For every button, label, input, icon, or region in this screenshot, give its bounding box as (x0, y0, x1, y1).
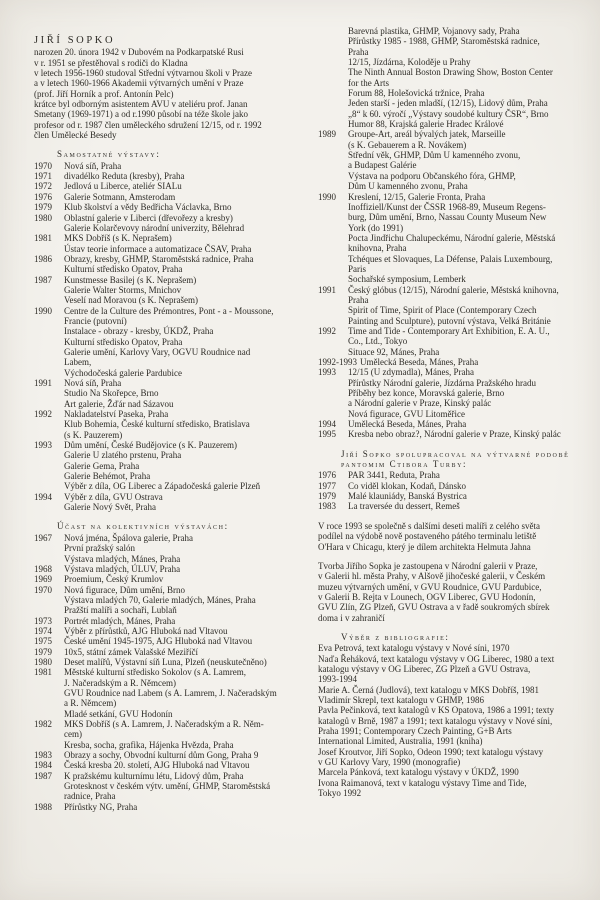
text-line: The Ninth Annual Boston Drawing Show, Boston Center (348, 67, 553, 78)
paragraph-collections (318, 561, 578, 623)
entry-year: 1979 (34, 202, 52, 213)
exhibition-entry (318, 419, 578, 429)
exhibition-entry (34, 585, 306, 616)
entry-year: 1994 (34, 491, 52, 502)
entry-text (348, 26, 578, 129)
text-line: radnice, Praha (64, 791, 116, 802)
exhibition-entry (34, 409, 306, 440)
right-column (318, 26, 578, 812)
exhibition-entry (34, 719, 306, 750)
text-line: 1993-1994 (318, 674, 357, 685)
text-line: Galerie Nový Svět, Praha (64, 502, 156, 513)
entry-year: 1992 (318, 325, 336, 336)
text-line: muzeu výtvarných umění, v GVU Roudnice, GVU Pardubice, (318, 581, 542, 592)
entry-year: 1994 (318, 419, 336, 430)
entry-year: 1990 (34, 305, 52, 316)
text-line: Tchéques et Slovaques, La Défense, Palais Luxembourg, (348, 253, 553, 264)
entry-text (348, 367, 578, 419)
text-line: v letech 1956-1960 studoval Střední výtvarnou školi v Praze (34, 68, 252, 79)
entry-text (64, 636, 306, 646)
text-line: a v letech 1960-1966 Akademii výtvarných umění v Praze (34, 78, 244, 89)
exhibition-entry (34, 213, 306, 234)
text-line: podílel na výdobě nově postaveného pátého terminalu letiště (318, 531, 537, 542)
entry-year: 1988 (34, 801, 52, 812)
text-line: Obrazy, kresby, GHMP, Staroměstská radnice, Praha (64, 253, 254, 264)
entry-year: 1972 (34, 181, 52, 192)
text-line: Městské kulturní středisko Sokolov (s A. Lamrem, (64, 667, 246, 678)
entry-year: 1987 (34, 770, 52, 781)
exhibition-entry (34, 275, 306, 306)
exhibition-entry (34, 616, 306, 626)
text-line: Co., Ltd., Tokyo (348, 336, 408, 347)
text-line: Ústav teorie informace a automatizace ČSAV, Praha (64, 243, 252, 254)
entry-year: 1970 (34, 584, 52, 595)
text-line: Smetany (1969-1971) a od r.1990 působí na téže škole jako (34, 109, 248, 120)
exhibition-entry (34, 647, 306, 657)
text-line: Galerie Kolarčevovy národní univerzity, Bělehrad (64, 222, 245, 233)
entry-text (64, 574, 306, 584)
exhibition-entry (318, 470, 578, 480)
exhibition-entry (318, 357, 578, 367)
exhibition-entry (34, 750, 306, 760)
entry-year: 1981 (34, 667, 52, 678)
exhibition-entry (318, 481, 578, 491)
text-line: v Galerii hl. města Prahy, v Alšově jihočeské galerii, v Českém (318, 571, 546, 582)
text-line: v GU Karlovy Vary, 1990 (monografie) (318, 757, 461, 768)
text-line: Portrét mladých, Mánes, Praha (64, 615, 176, 626)
text-line: Tokyo 1992 (318, 788, 362, 799)
text-line: Výběr z přírůstků, AJG Hluboká nad Vltavou (64, 625, 228, 636)
entry-year: 1991 (318, 284, 336, 295)
text-line: Josef Kroutvor, Jiří Sopko, Odeon 1990; text katalogu výstavy (318, 746, 544, 757)
entry-text (64, 657, 306, 667)
text-line: Humor 88, Krajská galerie Hradec Králové (348, 119, 504, 130)
entry-year: 1969 (34, 574, 52, 585)
exhibition-entry (318, 129, 578, 191)
entry-year: 1992 (34, 409, 52, 420)
text-line: Centre de la Culture des Prémontres, Pont - a - Moussone, (64, 305, 274, 316)
text-line: Sochařské symposium, Lemberk (348, 274, 466, 285)
entry-text (64, 771, 306, 802)
text-line: Galerie Sotmann, Amsterodam (64, 191, 176, 202)
text-line: Nová síň, Praha (64, 378, 122, 388)
section-heading-bibliography: Výběr z bibliografie: (341, 631, 450, 642)
text-line: Ivona Raimanová, text v katalogu výstavy Time and Tide, (318, 777, 527, 788)
text-line: Tvorba Jiřího Sopka je zastoupena v Národní galerii v Praze, (318, 560, 538, 571)
text-line: Marcela Pánková, text katalogu výstavy v ÚKDŽ, 1990 (318, 767, 519, 778)
entry-year: 1979 (318, 491, 336, 502)
exhibition-entry (34, 533, 306, 564)
text-line: Inoffiziell/Kunst der ČSSR 1968-89, Museum Regens- (348, 201, 546, 212)
entry-year: 1973 (34, 615, 52, 626)
entry-text (348, 285, 578, 326)
text-line: Kulturní středisko Opatov, Praha (64, 264, 183, 275)
exhibition-entry (34, 626, 306, 636)
text-line: Nová figurace, Dům umění, Brno (64, 584, 185, 595)
text-line: Paris (348, 263, 366, 274)
entry-text (64, 213, 306, 234)
left-column (34, 26, 306, 812)
text-line: Kreslení, 12/15, Galerie Fronta, Praha (348, 191, 486, 202)
text-line: „8“ k 60. výročí „Výstavy soudobé kultury ČSR“, Brno (348, 108, 549, 119)
text-line: Painting and Sculpture), putovní výstava, Velká Británie (348, 315, 551, 326)
text-line: Grotesknost v českém výtv. umění, GHMP, Staroměstská (64, 781, 271, 792)
text-line: Barevná plastika, GHMP, Vojanovy sady, Praha (348, 26, 520, 36)
exhibition-entry (34, 440, 306, 492)
text-line: Umělecká Beseda, Mánes, Praha (360, 357, 479, 367)
artist-name: JIŘÍ SOPKO (34, 35, 116, 46)
exhibition-entry (34, 161, 306, 171)
text-line: Galerie U zlatého prstenu, Praha (64, 450, 182, 461)
text-line: a Národní galerie v Praze, Kinský palác (348, 398, 492, 409)
entry-year: 1974 (34, 625, 52, 636)
entry-text (348, 192, 578, 285)
text-line: Time and Tide - Contemporary Art Exhibition, E. A. U., (348, 325, 550, 336)
text-line: Střední věk, GHMP, Dům U kamenného zvonu, (348, 150, 521, 161)
exhibition-entry (318, 429, 578, 439)
entry-year: 1995 (318, 429, 336, 440)
entry-text (64, 202, 306, 212)
entry-text (64, 647, 306, 657)
exhibition-entry (34, 657, 306, 667)
exhibition-entry (34, 760, 306, 770)
text-line: Naďa Řeháková, text katalogu výstavy v OG Liberec, 1980 a text (318, 653, 555, 664)
text-line: Klub Bohemia, České kulturní středisko, Bratislava (64, 419, 250, 430)
text-line: Nová jména, Špálova galerie, Praha (64, 532, 193, 543)
text-line: Praha 1991; Contemporary Czech Painting, G+B Arts (318, 726, 512, 736)
exhibition-entry (34, 181, 306, 191)
entry-year: 1976 (34, 191, 52, 202)
entry-year: 1967 (34, 532, 52, 543)
entry-text (360, 357, 578, 367)
entry-1988-continued (318, 26, 578, 129)
entry-year: 1981 (34, 233, 52, 244)
entry-text (64, 275, 306, 306)
text-line: La traversée du dessert, Remeš (348, 501, 460, 512)
text-line: Přírůstky Národní galerie, Jízdárna Pražského hradu (348, 377, 536, 388)
exhibition-entry (34, 667, 306, 719)
text-line: Obrazy a sochy, Obvodní kulturní dům Gong, Praha 9 (64, 750, 259, 761)
entry-text (64, 181, 306, 191)
text-line: profesor od r. 1987 člen uměleckého sdružení 12/15, od r. 1992 (34, 119, 262, 130)
exhibition-entry (34, 574, 306, 584)
entry-text (64, 667, 306, 719)
entry-text (64, 719, 306, 750)
text-line: Kunstmesse Basilej (s K. Neprašem) (64, 274, 197, 285)
entry-text (64, 171, 306, 181)
exhibition-entry (34, 306, 306, 378)
exhibition-entry (34, 233, 306, 254)
text-line: Vladimír Skrepl, text katalogu v GHMP, 1986 (318, 694, 484, 705)
text-line: J. Načeradským a R. Němcem) (64, 677, 176, 688)
text-line: doma i v zahraničí (318, 612, 385, 623)
entry-text (64, 233, 306, 254)
entry-text (64, 533, 306, 564)
entry-text (64, 626, 306, 636)
text-line: Přírůstky 1985 - 1988, GHMP, Staroměstská radnice, (348, 36, 540, 47)
exhibition-entry (318, 326, 578, 357)
entry-text (64, 564, 306, 574)
text-line: (s K. Pauzerem) (64, 429, 123, 440)
entry-text (64, 306, 306, 378)
entry-year: 1983 (34, 750, 52, 761)
entry-text (64, 750, 306, 760)
entry-year: 1993 (34, 440, 52, 451)
text-line: a Budapest Galérie (348, 160, 417, 171)
entry-text (64, 585, 306, 616)
entry-text (64, 378, 306, 409)
entry-text (64, 760, 306, 770)
text-line: První pražský salón (64, 543, 135, 554)
section-heading-group-exhibitions: Účast na kolektivních výstavách: (57, 521, 229, 532)
text-line: Jedlová u Liberce, ateliér SIALu (64, 181, 182, 192)
text-line: Český glóbus (12/15), Národní galerie, Městská knihovna, (348, 284, 559, 295)
text-line: for the Arts (348, 77, 389, 88)
section-heading-solo-exhibitions: Samostatné výstavy: (57, 149, 161, 160)
exhibition-entry (34, 802, 306, 812)
text-line: Výstava mladých 70, Galerie mladých, Mánes, Praha (64, 594, 256, 605)
text-line: knihovna, Praha (348, 243, 407, 254)
exhibition-entry (318, 501, 578, 511)
text-line: Eva Petrová, text katalogu výstavy v Nové síni, 1970 (318, 643, 510, 654)
entry-text (64, 409, 306, 440)
entry-year: 1984 (34, 760, 52, 771)
text-line: a R. Němcem) (64, 698, 117, 709)
text-line: Labem, (64, 357, 92, 368)
text-line: MKS Dobříš (s A. Lamrem, J. Načeradským a R. Něm- (64, 719, 264, 729)
text-line: Nová síň, Praha (64, 160, 122, 171)
text-line: York (do 1991) (348, 222, 404, 233)
entry-text (348, 491, 578, 501)
entry-text (348, 481, 578, 491)
text-line: Praha (348, 294, 369, 305)
text-line: V roce 1993 se společně s dalšími deseti malíři z celého světa (318, 520, 541, 531)
section-heading-pantomimes: Jiří Sopko spolupracoval na výtvarné podobě pantomim Ctibora Turby: (341, 448, 570, 470)
text-line: Česká kresba 20. století, AJG Hluboká nad Vltavou (64, 760, 250, 771)
paragraph-ohare-project (318, 521, 578, 552)
entry-year: 1982 (34, 719, 52, 729)
text-line: Nakladatelství Paseka, Praha (64, 409, 169, 420)
entry-text (64, 802, 306, 812)
text-line: Veselí nad Moravou (s K. Neprašem) (64, 295, 198, 306)
text-line: burg, Dům umění, Brno, Nassau County Museum New (348, 212, 547, 223)
exhibition-entry (34, 202, 306, 212)
text-line: Výběr z díla, OG Liberec a Západočeská galerie Plzeň (64, 481, 261, 492)
exhibition-entry (34, 254, 306, 275)
text-line: Art galerie, Žďár nad Sázavou (64, 398, 174, 409)
exhibition-entry (318, 491, 578, 501)
text-line: Jeden starší - jeden mladší, (12/15), Lidový dům, Praha (348, 98, 548, 109)
text-line: PAR 3441, Reduta, Praha (348, 470, 440, 481)
text-line: O'Hara v Chicagu, který je dílem architekta Helmuta Jahna (318, 541, 531, 552)
text-line: GVU Roudnice nad Labem (s A. Lamrem, J. Načeradským (64, 687, 277, 698)
text-line: Co viděl klokan, Kodaň, Dánsko (348, 480, 466, 491)
text-line: Oblastní galerie v Liberci (dřevořezy a kresby) (64, 212, 233, 223)
text-line: člen Umělecké Besedy (34, 130, 117, 141)
text-line: Mladé setkání, GVU Hodonín (64, 708, 173, 719)
entry-year: 1980 (34, 212, 52, 223)
text-line: Marie A. Černá (Judlová), text katalogu v MKS Dobříš, 1981 (318, 684, 539, 695)
entry-text (64, 492, 306, 513)
text-line: divadélko Reduta (kresby), Praha (64, 171, 185, 182)
entry-year: 1990 (318, 191, 336, 202)
text-line: Výběr z díla, GVU Ostrava (64, 491, 163, 502)
entry-year: 1987 (34, 274, 52, 285)
text-line: Kulturní středisko Opatov, Praha (64, 336, 183, 347)
text-line: Francie (putovní) (64, 315, 127, 326)
text-line: Galerie Behémot, Praha (64, 471, 151, 482)
text-line: MKS Dobříš (s K. Neprašem) (64, 233, 172, 244)
entry-year: 1970 (34, 160, 52, 171)
text-line: Galerie umění, Karlovy Vary, OGVU Roudnice nad (64, 346, 251, 357)
text-line: Přírůstky NG, Praha (64, 801, 138, 812)
entry-year: 1993 (318, 367, 336, 378)
exhibition-entry (318, 192, 578, 285)
exhibition-entry (318, 367, 578, 419)
entry-text (348, 501, 578, 511)
entry-text (64, 254, 306, 275)
entry-text (348, 429, 578, 439)
text-line: GVU Zlín, ZG Plzeň, GVU Ostrava a v řadě soukromých sbírek (318, 602, 550, 613)
text-line: K pražskému kulturnímu létu, Lidový dům, Praha (64, 770, 244, 781)
text-line: (prof. Jiří Horník a prof. Antonín Pelc) (34, 88, 174, 99)
entry-year: 1983 (318, 501, 336, 512)
exhibition-entry (34, 771, 306, 802)
entry-year: 1991 (34, 378, 52, 388)
text-line: Studio Na Skořepce, Brno (64, 388, 159, 399)
text-line: Deset malířů, Výstavní síň Luna, Plzeň (neuskutečněno) (64, 656, 267, 667)
entry-text (64, 616, 306, 626)
text-line: Kresba nebo obraz?, Národní galerie v Praze, Kinský palác (348, 429, 561, 440)
text-line: Galerie Walter Storms, Mnichov (64, 284, 182, 295)
text-line: Situace 92, Mánes, Praha (348, 346, 440, 357)
two-column-layout (34, 26, 578, 812)
text-line: Výstava mladých, Mánes, Praha (64, 553, 181, 564)
text-line: Malé klauniády, Banská Bystrica (348, 491, 467, 502)
entry-year: 1980 (34, 656, 52, 667)
text-line: Groupe-Art, areál bývalých jatek, Marseille (348, 129, 506, 140)
exhibition-entry (34, 636, 306, 646)
exhibition-entry (34, 492, 306, 513)
text-line: Forum 88, Holešovická tržnice, Praha (348, 88, 485, 99)
text-line: v r. 1951 se přestěhoval s rodiči do Kladna (34, 57, 188, 68)
text-line: Pocta Jindřichu Chalupeckému, Národní galerie, Městská (348, 232, 556, 243)
exhibition-entry (34, 171, 306, 181)
entry-year: 1976 (318, 470, 336, 481)
text-line: Proemium, Český Krumlov (64, 574, 164, 585)
exhibition-entry (34, 378, 306, 409)
text-line: Pražští malíři a sochaři, Lublaň (64, 605, 177, 616)
entry-text (64, 192, 306, 202)
text-line: cem) (64, 729, 82, 740)
text-line: Příběhy bez konce, Moravská galerie, Brno (348, 388, 505, 399)
text-line: Praha (348, 46, 369, 57)
text-line: 10x5, státní zámek Valašské Meziříčí (64, 646, 199, 657)
text-line: České umění 1945-1975, AJG Hluboká nad Vltavou (64, 636, 253, 647)
text-line: Výstava na podporu Občanského fóra, GHMP, (348, 170, 516, 181)
exhibition-entry (34, 564, 306, 574)
exhibition-entry (34, 192, 306, 202)
text-line: 12/15, Jízdárna, Koloděje u Prahy (348, 57, 471, 68)
text-line: Klub školství a vědy Bedřicha Václavka, Brno (64, 202, 232, 213)
entry-text (348, 419, 578, 429)
text-line: Dům umění, České Budějovice (s K. Pauzerem) (64, 440, 237, 451)
text-line: Kresba, socha, grafika, Hájenka Hvězda, Praha (64, 739, 234, 750)
text-line: Dům U kamenného zvonu, Praha (348, 181, 468, 192)
text-line: Výstava mladých, ÚLUV, Praha (64, 563, 181, 574)
text-line: Spirit of Time, Spirit of Place (Contemporary Czech (348, 305, 537, 316)
text-line: katalogů v Brně, 1987 a 1991; text katalogu výstavy v Nové síni, (318, 715, 553, 726)
bio-paragraph (34, 47, 306, 140)
text-line: 12/15 (U zdymadla), Mánes, Praha (348, 367, 474, 378)
bibliography-list (318, 643, 578, 798)
text-line: Galerie Gema, Praha (64, 460, 140, 471)
entry-year: 1971 (34, 171, 52, 182)
text-line: katalogu výstavy v OG Liberec, ZG Plzeň a GVU Ostrava, (318, 663, 531, 674)
entry-year: 1968 (34, 563, 52, 574)
entry-year: 1979 (34, 646, 52, 657)
entry-text (348, 470, 578, 480)
text-line: International Limited, Australia, 1991 (kniha) (318, 736, 483, 747)
entry-text (348, 326, 578, 357)
text-line: Umělecká Beseda, Mánes, Praha (348, 419, 467, 430)
entry-year: 1992-1993 (318, 357, 357, 367)
text-line: v Galerii B. Rejta v Lounech, OGV Liberec, GVU Hodonín, (318, 591, 536, 602)
text-line: krátce byl odborným asistentem AVU v ateliéru prof. Janan (34, 99, 248, 110)
text-line: Nová figurace, GVU Litoměřice (348, 408, 465, 419)
entry-year: 1977 (318, 480, 336, 491)
entry-text (348, 129, 578, 191)
text-line: (s K. Gebauerem a R. Novákem) (348, 139, 467, 150)
entry-text (64, 440, 306, 492)
text-line: narozen 20. února 1942 v Dubovém na Podkarpatské Rusi (34, 47, 244, 58)
exhibition-entry (318, 285, 578, 326)
entry-text (64, 161, 306, 171)
entry-year: 1986 (34, 253, 52, 264)
entry-year: 1975 (34, 636, 52, 647)
entry-year: 1989 (318, 129, 336, 140)
text-line: Východočeská galerie Pardubice (64, 367, 182, 378)
text-line: Instalace - obrazy - kresby, ÚKDŽ, Praha (64, 326, 214, 337)
text-line: Pavla Pečinková, text katalogů v KS Opatova, 1986 a 1991; texty (318, 705, 554, 716)
